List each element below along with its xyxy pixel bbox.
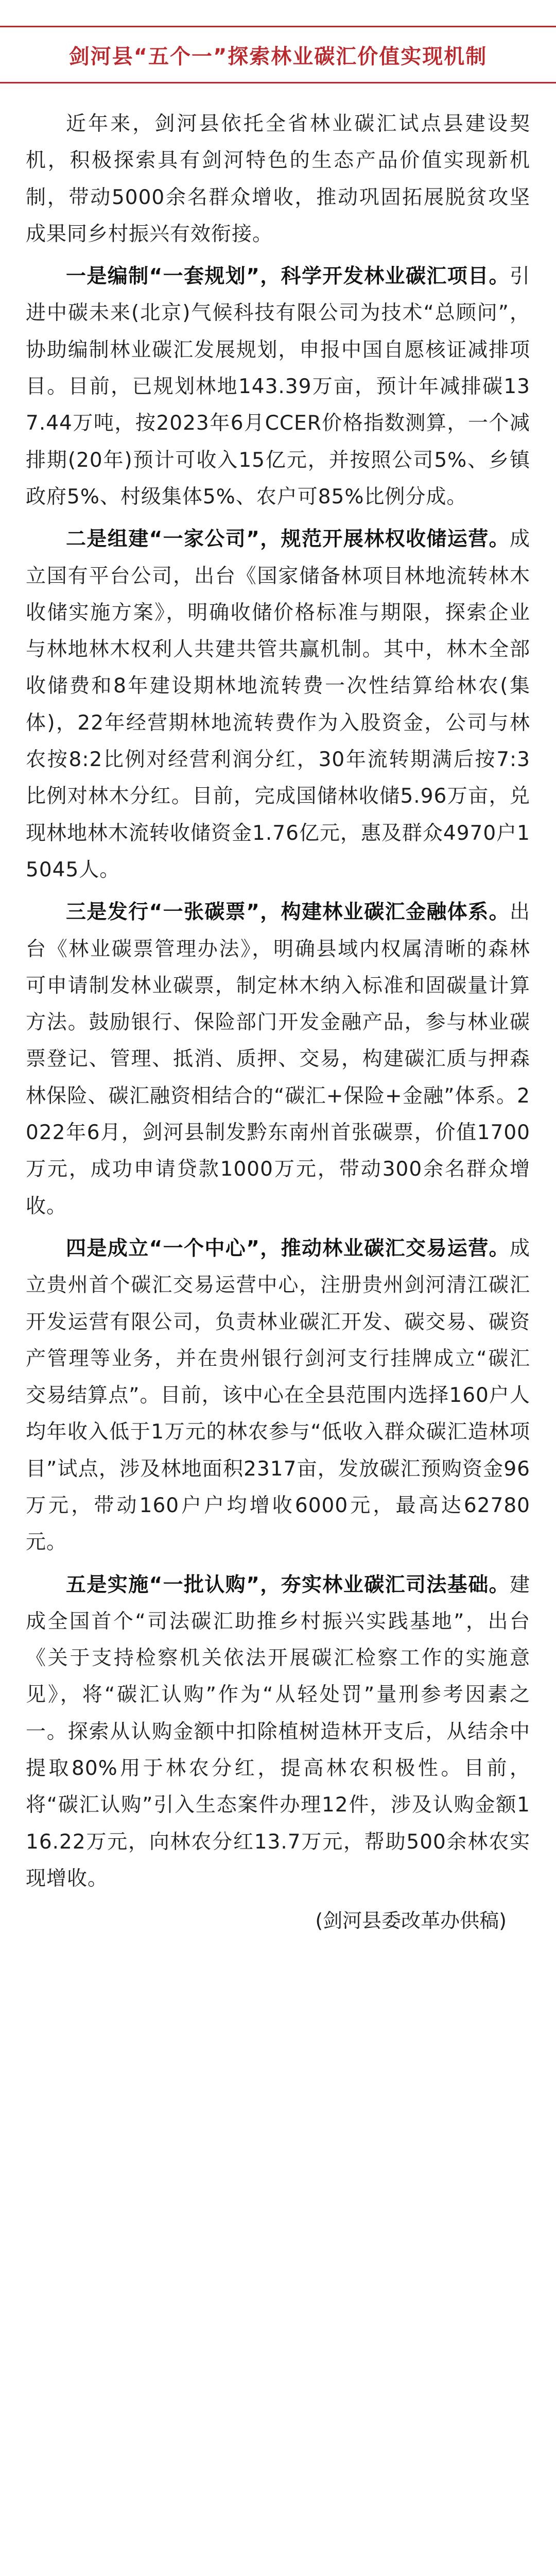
section-3-body: 出台《林业碳票管理办法》，明确县域内权属清晰的森林可申请制发林业碳票，制定林木纳入标准和固碳量计算方法。鼓励银行、保险部门开发金融产品，参与林业碳票登记、管理、抵消、质押、交易，构建碳汇质与押森林保险、碳汇融资相结合的“碳汇+保险+金融”体系。2022年6月，剑河县制发黔东南州首张碳票，价值1700万元，成功申请贷款1000万元，带动300余名群众增收。 bbox=[26, 901, 530, 1218]
title-banner bbox=[0, 26, 556, 83]
section-5-paragraph bbox=[26, 1567, 530, 1897]
section-2-paragraph bbox=[26, 521, 530, 888]
section-5-lead: 五是实施“一批认购”，夯实林业碳汇司法基础。 bbox=[66, 1573, 510, 1597]
section-3-lead: 三是发行“一张碳票”，构建林业碳汇金融体系。 bbox=[66, 901, 510, 924]
section-5-body: 建成全国首个“司法碳汇助推乡村振兴实践基地”，出台《关于支持检察机关依法开展碳汇检察工作的实施意见》，将“碳汇认购”作为“从轻处罚”量刑参考因素之一。探索从认购金额中扣除植树造林开支后，从结余中提取80%用于林农分红，提高林农积极性。目前，将“碳汇认购”引入生态案件办理12件，涉及认购金额116.22万元，向林农分红13.7万元，帮助500余林农实现增收。 bbox=[26, 1573, 530, 1890]
section-4-body: 成立贵州首个碳汇交易运营中心，注册贵州剑河清江碳汇开发运营有限公司，负责林业碳汇开发、碳交易、碳资产管理等业务，并在贵州银行剑河支行挂牌成立“碳汇交易结算点”。目前，该中心在全县范围内选择160户人均年收入低于1万元的林农参与“低收入群众碳汇造林项目”试点，涉及林地面积2317亩，发放碳汇预购资金96万元，带动160户户均增收6000元，最高达62780元。 bbox=[26, 1236, 530, 1554]
article-title: 剑河县“五个一”探索林业碳汇价值实现机制 bbox=[68, 44, 488, 69]
section-1-body: 引进中碳未来(北京)气候科技有限公司为技术“总顾问”，协助编制林业碳汇发展规划，申报中国自愿核证减排项目。目前，已规划林地143.39万亩，预计年减排碳137.44万吨，按2023年6月CCER价格指数测算，一个减排期(20年)预计可收入15亿元，并按照公司5%、乡镇政府5%、村级集体5%、农户可85%比例分成。 bbox=[26, 265, 530, 509]
section-3-paragraph bbox=[26, 894, 530, 1225]
article-body bbox=[26, 106, 530, 1939]
section-1-lead: 一是编制“一套规划”，科学开发林业碳汇项目。 bbox=[66, 265, 510, 289]
source-credit: (剑河县委改革办供稿) bbox=[315, 1909, 507, 1933]
section-2-body: 成立国有平台公司，出台《国家储备林项目林地流转林木收储实施方案》，明确收储价格标准与期限，探索企业与林地林木权利人共建共管共赢机制。其中，林木全部收储费和8年建设期林地流转费一次性结算给林农(集体)，22年经营期林地流转费作为入股资金，公司与林农按8:2比例对经营利润分红，30年流转期满后按7:3比例对林木分红。目前，完成国储林收储5.96万亩，兑现林地林木流转收储资金1.76亿元，惠及群众4970户15045人。 bbox=[26, 528, 530, 882]
section-2-lead: 二是组建“一家公司”，规范开展林权收储运营。 bbox=[66, 528, 510, 551]
section-1-paragraph bbox=[26, 258, 530, 515]
top-margin bbox=[0, 0, 556, 26]
section-4-paragraph bbox=[26, 1230, 530, 1561]
intro-paragraph: 近年来，剑河县依托全省林业碳汇试点县建设契机，积极探索具有剑河特色的生态产品价值实现新机制，带动5000余名群众增收，推动巩固拓展脱贫攻坚成果同乡村振兴有效衔接。 bbox=[26, 112, 530, 246]
section-4-lead: 四是成立“一个中心”，推动林业碳汇交易运营。 bbox=[66, 1236, 510, 1260]
